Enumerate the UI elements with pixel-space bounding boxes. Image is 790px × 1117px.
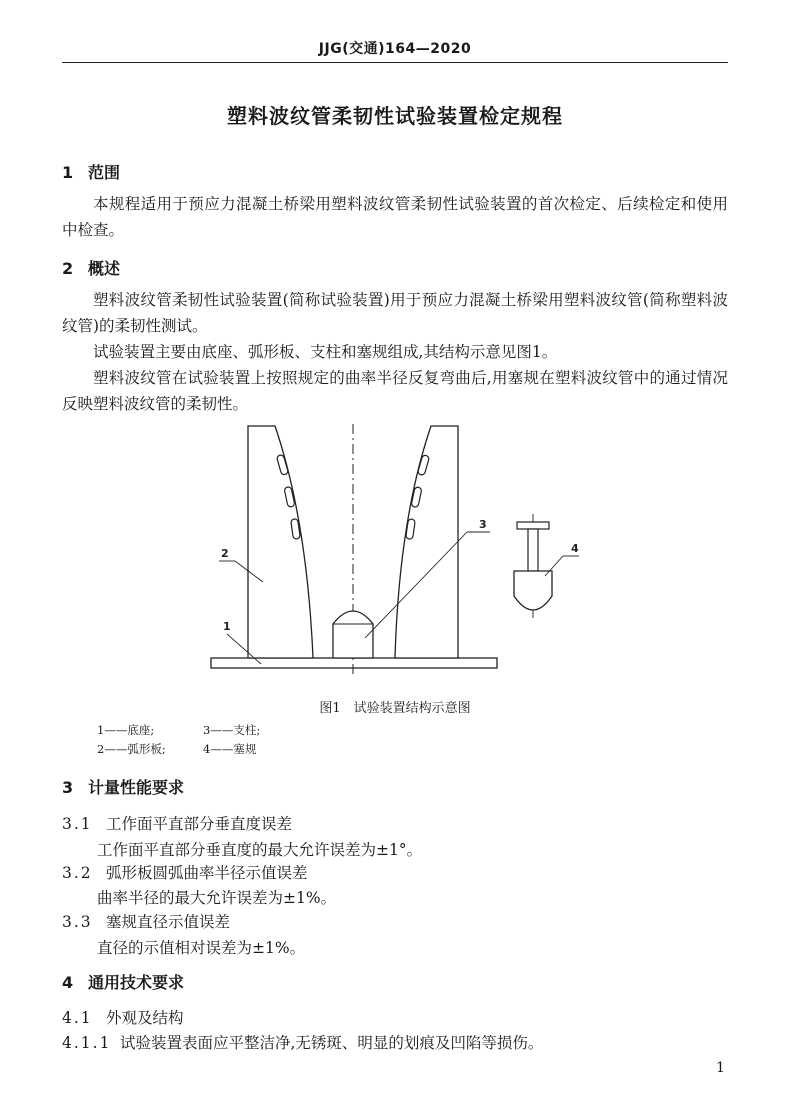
section-title: 计量性能要求 — [88, 778, 185, 797]
test-apparatus-diagram — [205, 420, 515, 680]
section-2-heading — [62, 256, 120, 279]
section-number: 2 — [62, 259, 74, 278]
section-2-paragraph-1: 塑料波纹管柔韧性试验装置(简称试验装置)用于预应力混凝土桥梁用塑料波纹管(简称塑料波纹管)的柔韧性测试。 — [62, 291, 728, 335]
clause-3-2 — [62, 861, 308, 883]
clause-number: 4.1 — [62, 1009, 93, 1027]
gauge-stem — [528, 529, 538, 571]
clause-title: 工作面平直部分垂直度误差 — [106, 815, 293, 833]
section-3-heading — [62, 775, 184, 798]
clause-text: 曲率半径的最大允许误差为±1%。 — [97, 889, 337, 907]
clause-number: 3.3 — [62, 913, 93, 931]
callout-4: 4 — [571, 542, 579, 555]
section-1-paragraph: 本规程适用于预应力混凝土桥梁用塑料波纹管柔韧性试验装置的首次检定、后续检定和使用中检查。 — [62, 195, 728, 239]
header-rule — [62, 62, 728, 63]
section-number: 4 — [62, 973, 74, 992]
clause-text: 直径的示值相对误差为±1%。 — [97, 939, 306, 957]
clause-3-1 — [62, 812, 292, 834]
page-number: 1 — [716, 1060, 725, 1076]
plug-gauge-diagram — [505, 512, 585, 622]
legend-item: 2——弧形板; — [97, 742, 166, 756]
base-plate — [211, 658, 497, 668]
clause-number: 4.1.1 — [62, 1034, 112, 1052]
document-code-header: JJG(交通)164—2020 — [318, 41, 472, 57]
section-4-heading — [62, 970, 184, 993]
callout-2: 2 — [221, 547, 229, 560]
clause-number: 3.1 — [62, 815, 93, 833]
clause-3-3 — [62, 910, 230, 932]
legend-item: 4——塞规 — [203, 742, 257, 756]
callout-3: 3 — [479, 518, 487, 531]
clause-title: 试验装置表面应平整洁净,无锈斑、明显的划痕及凹陷等损伤。 — [120, 1034, 544, 1052]
clause-title: 弧形板圆弧曲率半径示值误差 — [106, 864, 308, 882]
callout-1: 1 — [223, 620, 231, 633]
document-title: 塑料波纹管柔韧性试验装置检定规程 — [227, 104, 563, 128]
legend-item: 1——底座; — [97, 723, 155, 737]
section-number: 1 — [62, 163, 74, 182]
section-number: 3 — [62, 778, 74, 797]
section-title: 通用技术要求 — [88, 973, 185, 992]
gauge-crossbar — [517, 522, 549, 529]
clause-title: 外观及结构 — [106, 1009, 184, 1027]
clause-title: 塞规直径示值误差 — [106, 913, 231, 931]
section-title: 概述 — [88, 259, 121, 278]
section-2-paragraph-2: 试验装置主要由底座、弧形板、支柱和塞规组成,其结构示意见图1。 — [93, 343, 558, 361]
support-pillar — [333, 611, 373, 658]
clause-4-1 — [62, 1006, 184, 1028]
section-title: 范围 — [88, 163, 121, 182]
clause-number: 3.2 — [62, 864, 93, 882]
section-1-heading — [62, 160, 120, 183]
section-2-paragraph-3: 塑料波纹管在试验装置上按照规定的曲率半径反复弯曲后,用塞规在塑料波纹管中的通过情况反映塑料波纹管的柔韧性。 — [62, 369, 728, 413]
clause-4-1-1 — [62, 1031, 543, 1053]
gauge-head — [514, 571, 552, 610]
legend-item: 3——支柱; — [203, 723, 261, 737]
clause-text: 工作面平直部分垂直度的最大允许误差为±1°。 — [97, 841, 423, 859]
figure-caption: 图1 试验装置结构示意图 — [319, 701, 471, 716]
